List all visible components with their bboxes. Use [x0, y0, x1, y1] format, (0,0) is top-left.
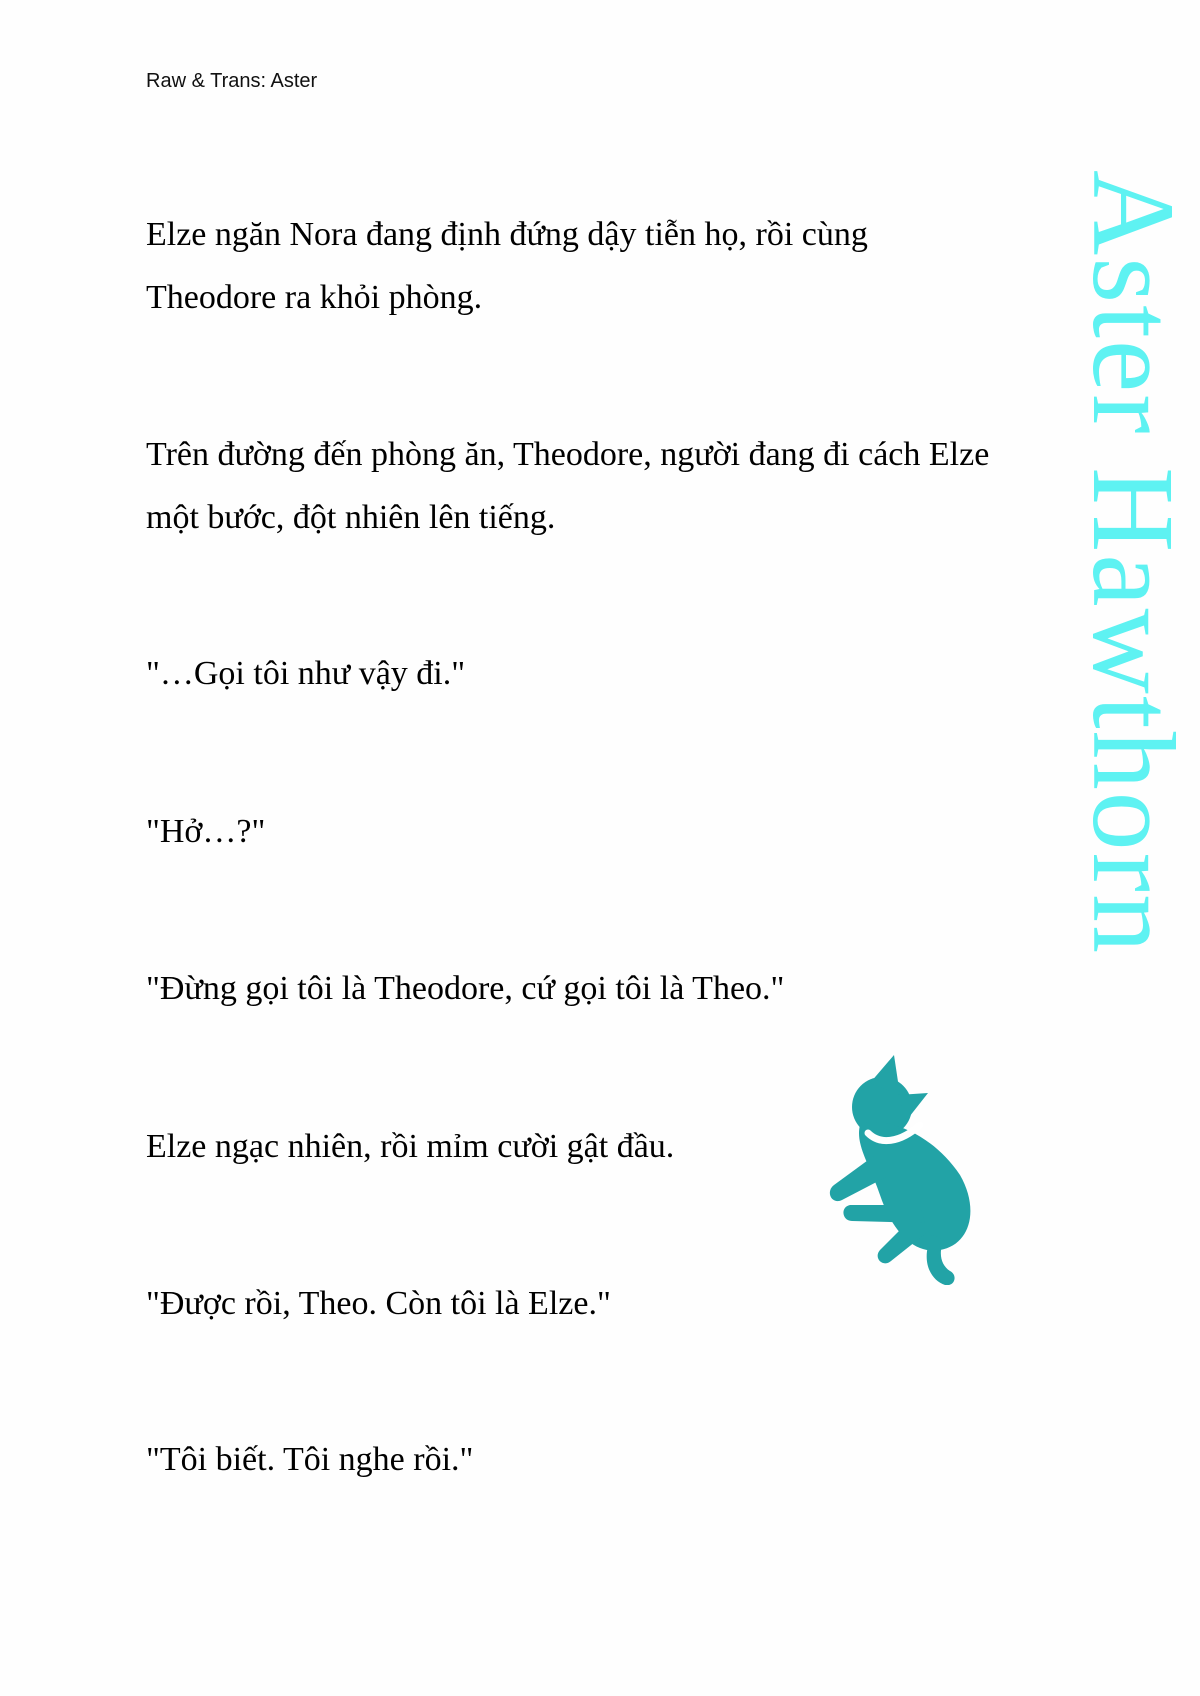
text-line: "Đừng gọi tôi là Theodore, cứ gọi tôi là Theo.": [146, 970, 785, 1007]
text-line: Elze ngăn Nora đang định đứng dậy tiễn họ, rồi cùng: [146, 216, 868, 253]
text-line: "Được rồi, Theo. Còn tôi là Elze.": [146, 1285, 611, 1322]
text-line: một bước, đột nhiên lên tiếng.: [146, 499, 556, 536]
text-line: Theodore ra khỏi phòng.: [146, 279, 483, 316]
text-line: Trên đường đến phòng ăn, Theodore, người đang đi cách Elze: [146, 436, 990, 473]
cat-icon: [820, 1045, 990, 1285]
text-line: "Hở…?": [146, 813, 266, 850]
text-line: "…Gọi tôi như vậy đi.": [146, 655, 466, 692]
text-line: "Tôi biết. Tôi nghe rồi.": [146, 1441, 474, 1478]
text-line: Elze ngạc nhiên, rồi mỉm cười gật đầu.: [146, 1128, 675, 1165]
watermark-text: Aster Hawthorn: [1068, 170, 1199, 955]
translator-credit: Raw & Trans: Aster: [146, 70, 318, 92]
